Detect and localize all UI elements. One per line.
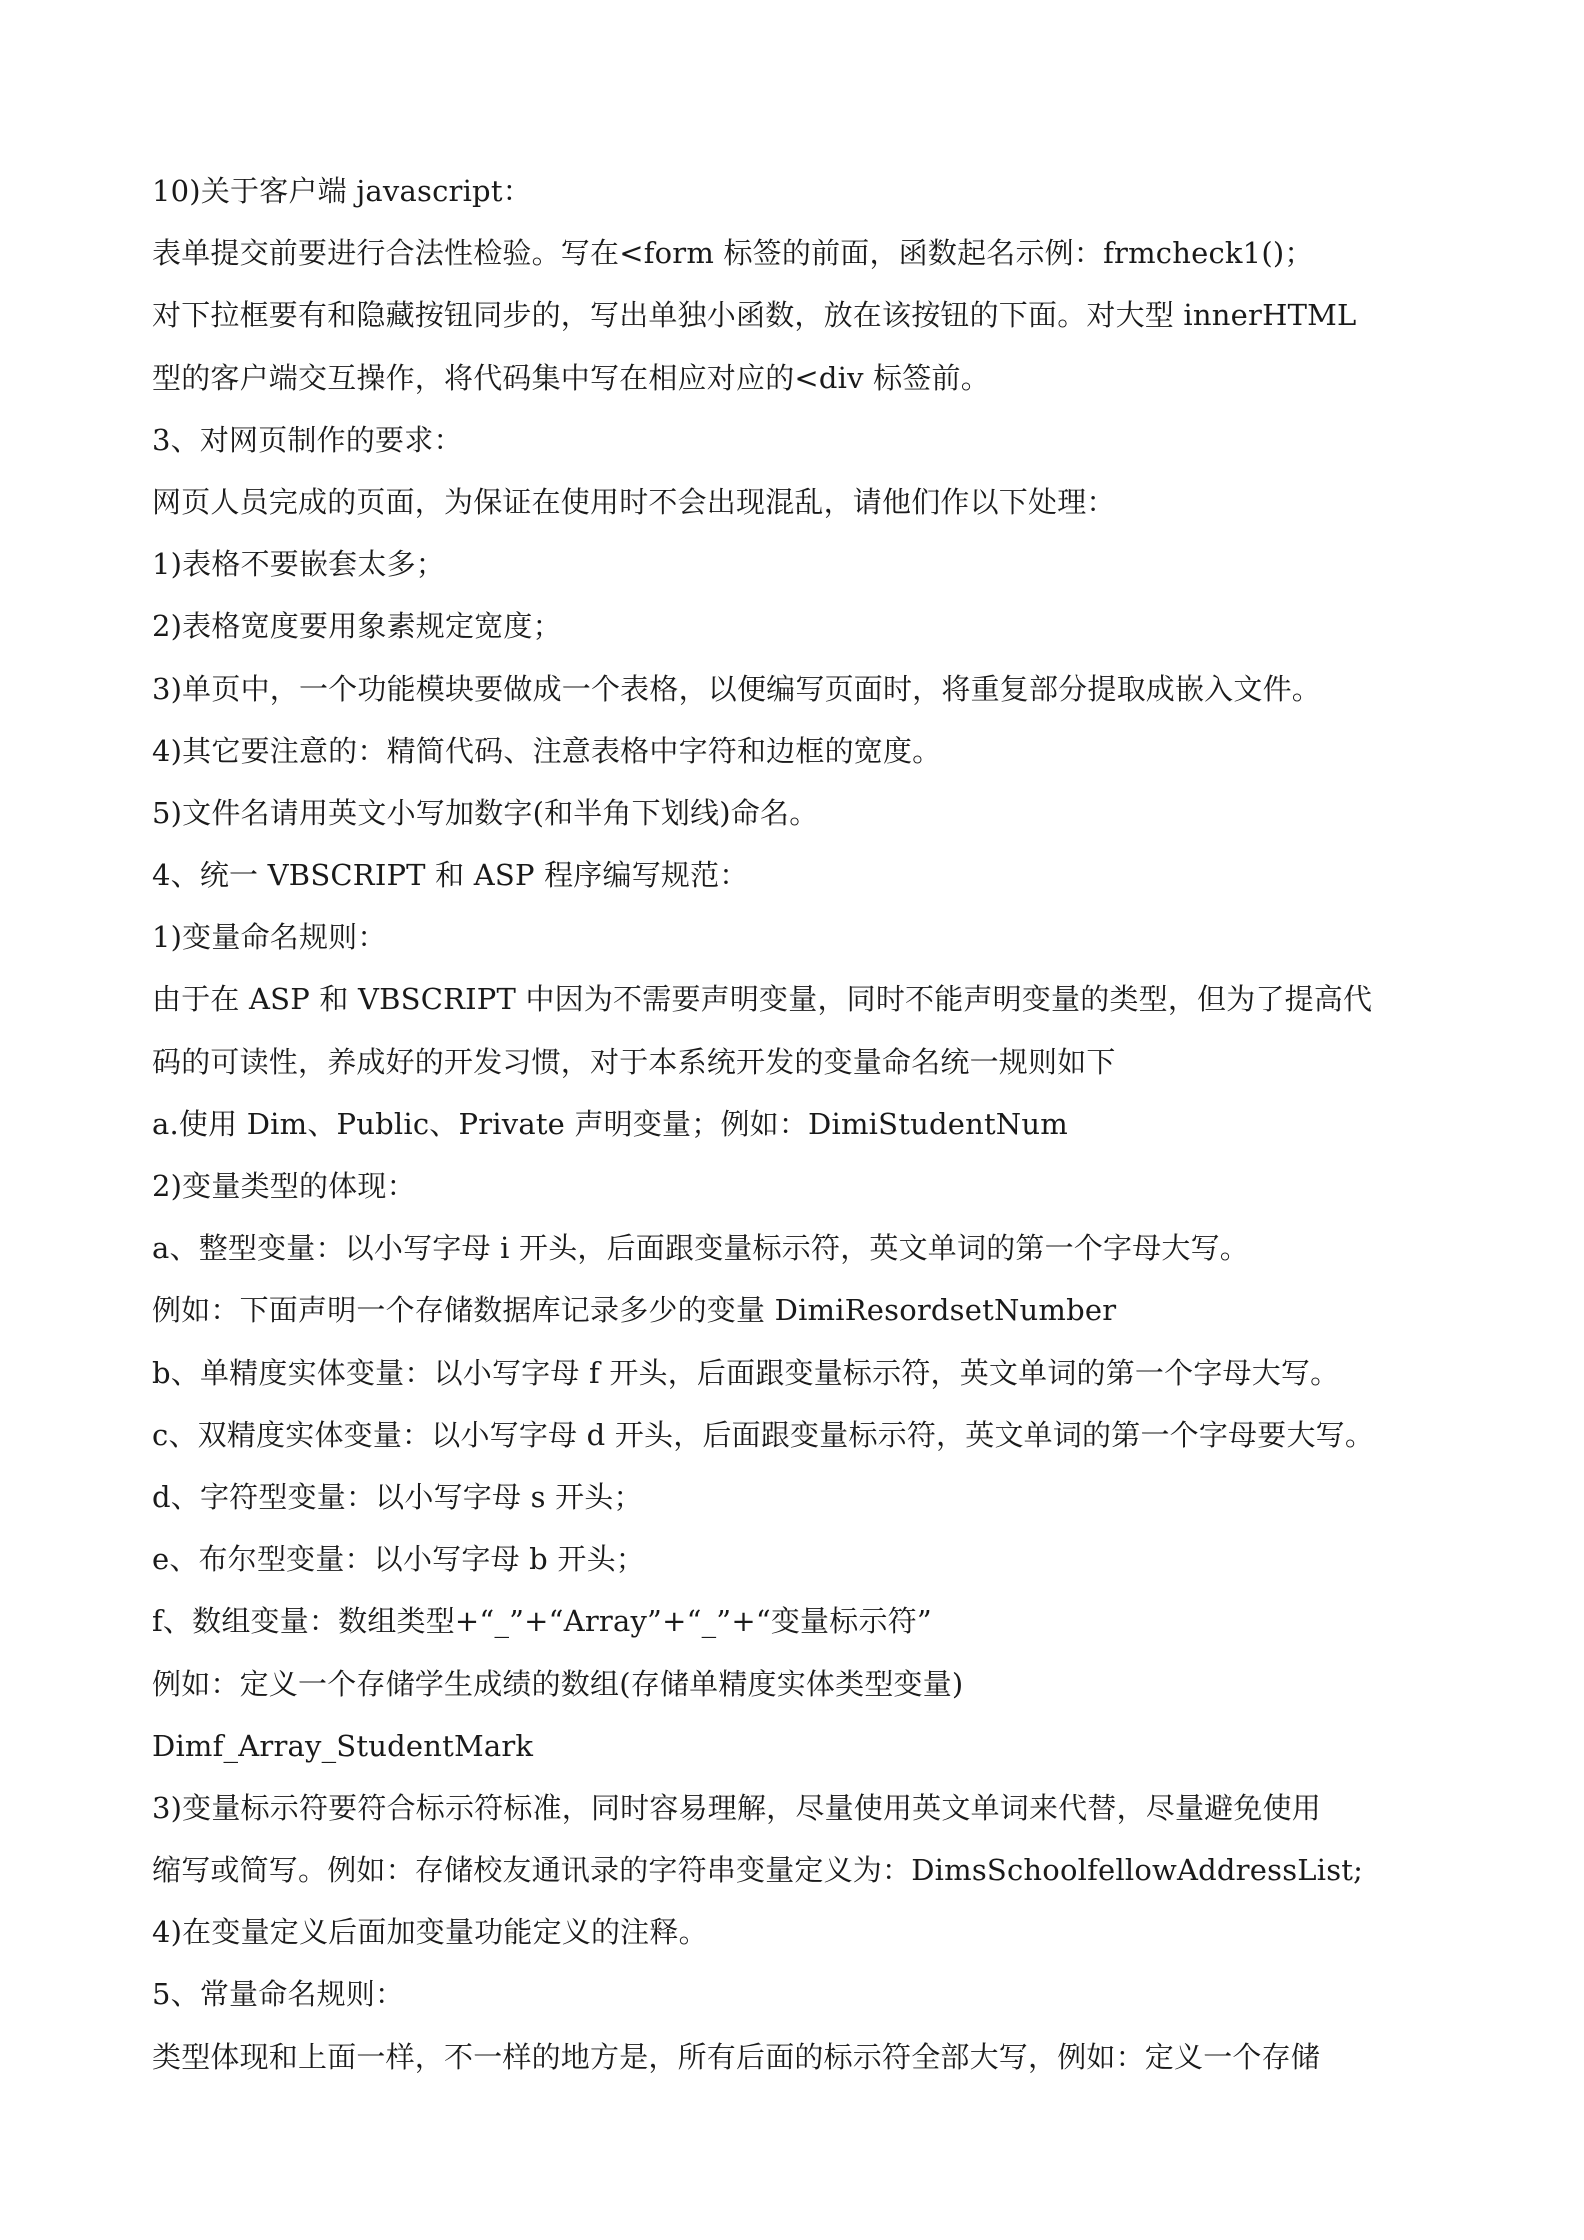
list-item: d、字符型变量：以小写字母 s 开头；	[152, 1479, 643, 1514]
list-item: b、单精度实体变量：以小写字母 f 开头，后面跟变量标示符，英文单词的第一个字母大写。	[152, 1355, 1340, 1390]
section-heading: 3、对网页制作的要求：	[152, 422, 463, 457]
list-item: 4)其它要注意的：精简代码、注意表格中字符和边框的宽度。	[152, 733, 942, 768]
text-line: 由于在 ASP 和 VBSCRIPT 中因为不需要声明变量，同时不能声明变量的类型，但为了提高代	[152, 982, 1373, 1017]
list-item: a、整型变量：以小写字母 i 开头，后面跟变量标示符，英文单词的第一个字母大写。	[152, 1231, 1250, 1266]
text-line: 型的客户端交互操作，将代码集中写在相应对应的<div 标签前。	[152, 360, 990, 395]
section-heading: 4、统一 VBSCRIPT 和 ASP 程序编写规范：	[152, 858, 749, 893]
list-item: 5)文件名请用英文小写加数字(和半角下划线)命名。	[152, 795, 819, 830]
section-heading: 5、常量命名规则：	[152, 1977, 405, 2012]
text-line: 10)关于客户端 javascript：	[152, 174, 532, 208]
text-line: 例如：定义一个存储学生成绩的数组(存储单精度实体类型变量)	[152, 1666, 964, 1701]
subsection-heading: 2)变量类型的体现：	[152, 1169, 416, 1203]
list-item: f、数组变量：数组类型+“_”+“Array”+“_”+“变量标示符”	[152, 1604, 932, 1639]
list-item: 3)变量标示符要符合标示符标准，同时容易理解，尽量使用英文单词来代替，尽量避免使用	[152, 1790, 1321, 1825]
text-line: 网页人员完成的页面，为保证在使用时不会出现混乱，请他们作以下处理：	[152, 484, 1116, 519]
document-body	[152, 160, 1442, 2088]
text-line: 类型体现和上面一样，不一样的地方是，所有后面的标示符全部大写，例如：定义一个存储	[152, 2039, 1321, 2074]
text-line: 对下拉框要有和隐藏按钮同步的，写出单独小函数，放在该按钮的下面。对大型 innerHTML	[152, 298, 1357, 333]
code-line: Dimf_Array_StudentMark	[152, 1728, 534, 1763]
subsection-heading: 1)变量命名规则：	[152, 920, 387, 955]
list-item: c、双精度实体变量：以小写字母 d 开头，后面跟变量标示符，英文单词的第一个字母要大写。	[152, 1417, 1375, 1452]
text-line: 缩写或简写。例如：存储校友通讯录的字符串变量定义为：DimsSchoolfellowAddressList;	[152, 1853, 1364, 1888]
list-item: e、布尔型变量：以小写字母 b 开头；	[152, 1542, 645, 1577]
list-item: 3)单页中，一个功能模块要做成一个表格，以便编写页面时，将重复部分提取成嵌入文件。	[152, 671, 1321, 706]
text-line: 码的可读性，养成好的开发习惯，对于本系统开发的变量命名统一规则如下	[152, 1044, 1116, 1079]
list-item: 1)表格不要嵌套太多；	[152, 547, 445, 582]
text-line: a.使用 Dim、Public、Private 声明变量；例如：DimiStudentNum	[152, 1106, 1068, 1141]
list-item: 4)在变量定义后面加变量功能定义的注释。	[152, 1915, 708, 1950]
text-line: 表单提交前要进行合法性检验。写在<form 标签的前面，函数起名示例：frmcheck1()；	[152, 236, 1314, 271]
list-item: 2)表格宽度要用象素规定宽度；	[152, 609, 562, 644]
text-line: 例如：下面声明一个存储数据库记录多少的变量 DimiResordsetNumber	[152, 1293, 1117, 1328]
